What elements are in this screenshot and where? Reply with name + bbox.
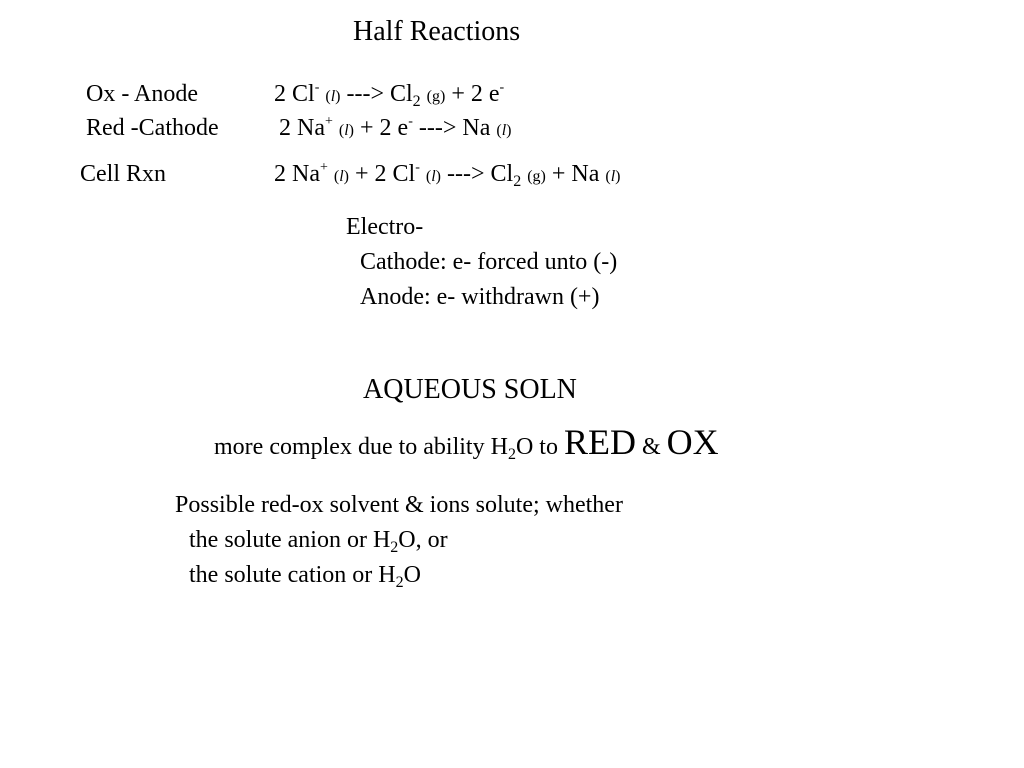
- electro-cathode: Cathode: e- forced unto (-): [360, 249, 618, 275]
- ox-word: OX: [666, 422, 719, 462]
- cell-rxn-label: Cell Rxn: [80, 161, 167, 187]
- possible-line-3: the solute cation or $H_2O$: [189, 562, 421, 591]
- ox-anode-equation: 2 Cl- (l) ---> $Cl_2$ (g) + 2 e-: [274, 80, 505, 110]
- red-word: RED: [563, 422, 636, 462]
- possible-line-2: the solute anion or $H_2O$, or: [189, 527, 448, 556]
- slide-title: Half Reactions: [353, 16, 521, 47]
- red-cathode-equation: 2 Na+ (l) + 2 e- ---> Na (l): [279, 114, 512, 141]
- possible-line-1: Possible red-ox solvent & ions solute; whether: [175, 492, 623, 518]
- aqueous-line: more complex due to ability $H_2O$ to RED & OX: [214, 422, 719, 463]
- red-cathode-label: Red -Cathode: [86, 115, 219, 141]
- electro-anode: Anode: e- withdrawn (+): [360, 284, 600, 310]
- electro-heading: Electro-: [346, 214, 424, 240]
- aqueous-heading: AQUEOUS SOLN: [363, 374, 577, 405]
- cell-rxn-equation: 2 Na+ (l) + 2 Cl- (l) ---> $Cl_2$ (g) + Na (l): [274, 160, 621, 190]
- ox-anode-label: Ox - Anode: [86, 81, 198, 107]
